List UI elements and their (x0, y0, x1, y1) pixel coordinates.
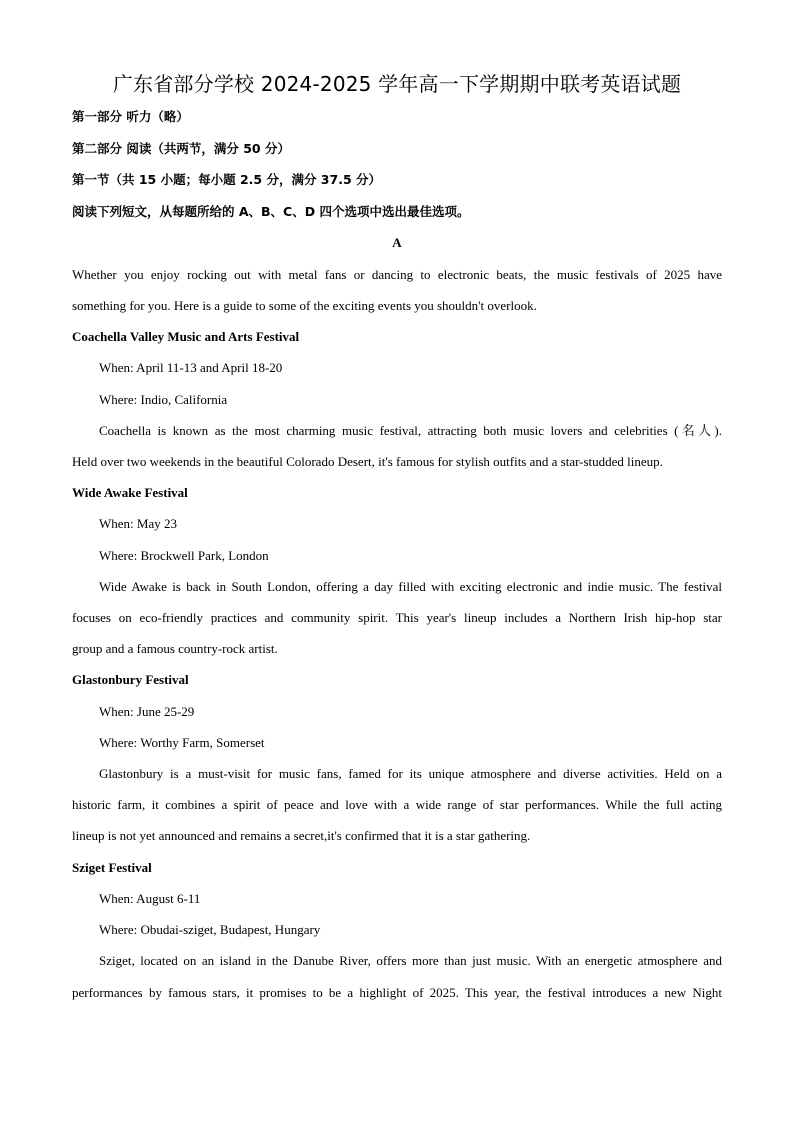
page-title: 广东省部分学校 2024-2025 学年高一下学期期中联考英语试题 (112, 72, 682, 96)
festival-when: When: May 23 (99, 516, 177, 531)
festival-desc-line: historic farm, it combines a spirit of peace and love with a wide range of star performances. While the full acting (72, 797, 722, 812)
festival-desc-line: group and a famous country-rock artist. (72, 641, 278, 656)
part2-heading: 第二部分 阅读（共两节，满分 50 分） (72, 141, 290, 156)
festival-when: When: April 11-13 and April 18-20 (99, 360, 283, 375)
festival-desc-line: lineup is not yet announced and remains a secret,it's confirmed that it is a star gathering. (72, 828, 531, 843)
festival-desc-line: Glastonbury is a must-visit for music fans, famed for its unique atmosphere and diverse activities. Held on a (99, 766, 722, 781)
festival-desc-line: Sziget, located on an island in the Danube River, offers more than just music. With an energetic atmosphere and (99, 953, 722, 968)
festival-desc-line: focuses on eco-friendly practices and community spirit. This year's lineup includes a Northern Irish hip-hop star (72, 610, 722, 625)
section1-heading: 第一节（共 15 小题；每小题 2.5 分，满分 37.5 分） (72, 172, 381, 187)
instruction: 阅读下列短文，从每题所给的 A、B、C、D 四个选项中选出最佳选项。 (72, 204, 470, 219)
festival-desc-line: Coachella is known as the most charming music festival, attracting both music lovers and celebrities (名人). (99, 423, 722, 438)
festival-where: Where: Obudai-sziget, Budapest, Hungary (99, 922, 321, 937)
intro-line: something for you. Here is a guide to some of the exciting events you shouldn't overlook. (72, 298, 537, 313)
part1-heading: 第一部分 听力（略） (72, 109, 189, 124)
festival-name: Wide Awake Festival (72, 485, 188, 500)
festival-when: When: August 6-11 (99, 891, 201, 906)
festival-name: Glastonbury Festival (72, 672, 189, 687)
festival-name: Coachella Valley Music and Arts Festival (72, 329, 300, 344)
festival-desc-line: Wide Awake is back in South London, offering a day filled with exciting electronic and indie music. The festival (99, 579, 722, 594)
festival-where: Where: Brockwell Park, London (99, 548, 269, 563)
festival-when: When: June 25-29 (99, 704, 195, 719)
festival-where: Where: Worthy Farm, Somerset (99, 735, 265, 750)
festival-desc-line: performances by famous stars, it promises to be a highlight of 2025. This year, the festival introduces a new Night (72, 985, 722, 1000)
passage-label: A (392, 235, 402, 250)
festival-name: Sziget Festival (72, 860, 152, 875)
festival-desc-line: Held over two weekends in the beautiful Colorado Desert, it's famous for stylish outfits and a star-studded lineup. (72, 454, 663, 469)
intro-line: Whether you enjoy rocking out with metal fans or dancing to electronic beats, the music festivals of 2025 have (72, 267, 722, 282)
festival-where: Where: Indio, California (99, 392, 228, 407)
